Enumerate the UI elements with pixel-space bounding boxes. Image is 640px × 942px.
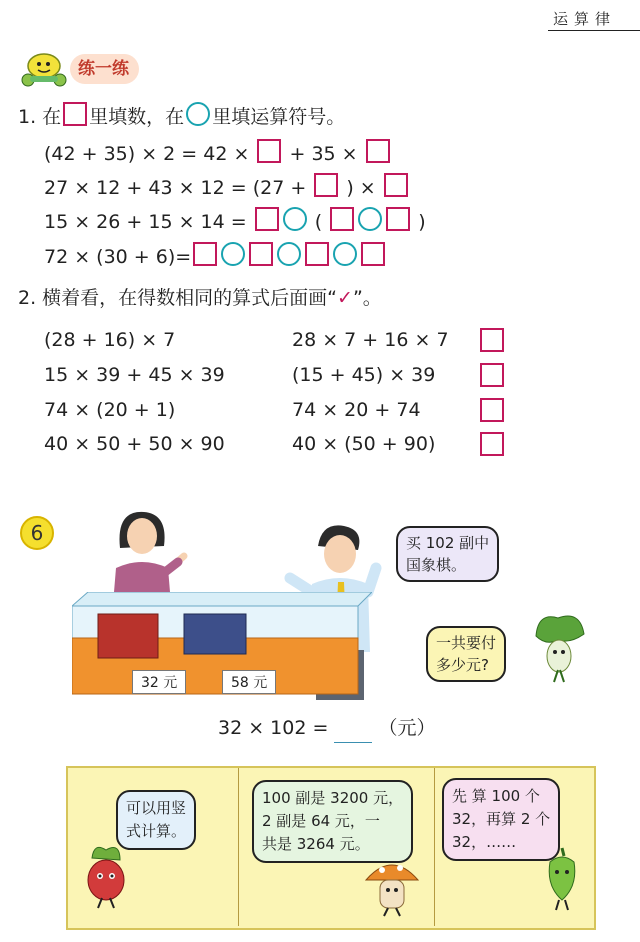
expression-text: 27 × 12 + 43 × 12 = (27 + xyxy=(44,177,307,199)
q2-left-expr: (28 + 16) × 7 xyxy=(44,329,176,351)
bubble-text: 2 副是 64 元，一 xyxy=(262,812,380,830)
answer-box[interactable] xyxy=(257,139,281,163)
q1-prompt-text: 1. 在 xyxy=(18,106,62,128)
q2-right-expr: 40 × (50 + 90) xyxy=(292,433,436,455)
q1-line-2 xyxy=(44,173,410,202)
answer-box[interactable] xyxy=(330,207,354,231)
q1-line-3 xyxy=(44,207,426,236)
answer-box[interactable] xyxy=(249,242,273,266)
q2-right-expr: 28 × 7 + 16 × 7 xyxy=(292,329,449,351)
bubble-text: 32，再算 2 个 xyxy=(452,810,551,828)
bubble-text: 32，…… xyxy=(452,833,517,851)
bubble-text: 式计算。 xyxy=(126,822,187,840)
speech-bubble-buyer xyxy=(396,526,499,582)
equation-text: 32 × 102 = xyxy=(218,717,329,739)
check-box[interactable] xyxy=(480,398,504,422)
checkmark-icon: ✓ xyxy=(337,287,353,309)
answer-box[interactable] xyxy=(63,102,87,126)
answer-box[interactable] xyxy=(366,139,390,163)
operator-circle[interactable] xyxy=(283,207,307,231)
operator-circle[interactable] xyxy=(358,207,382,231)
q1-prompt-text: 里填运算符号。 xyxy=(212,106,346,128)
q2-left-expr: 15 × 39 + 45 × 39 xyxy=(44,364,225,386)
answer-box[interactable] xyxy=(384,173,408,197)
operator-circle[interactable] xyxy=(186,102,210,126)
expression-text: (42 + 35) × 2 = 42 × xyxy=(44,143,250,165)
check-box[interactable] xyxy=(480,363,504,387)
answer-box[interactable] xyxy=(361,242,385,266)
example-equation xyxy=(218,714,436,743)
answer-box[interactable] xyxy=(386,207,410,231)
answer-box[interactable] xyxy=(305,242,329,266)
answer-box[interactable] xyxy=(255,207,279,231)
panel-divider xyxy=(434,768,435,926)
pepper-mascot-icon xyxy=(542,846,582,912)
q1-prompt-text: 里填数，在 xyxy=(89,106,185,128)
bubble-text: 先 算 100 个 xyxy=(452,787,540,805)
expression-text: ) × xyxy=(346,177,376,199)
operator-circle[interactable] xyxy=(277,242,301,266)
answer-box[interactable] xyxy=(193,242,217,266)
q2-left-expr: 40 × 50 + 50 × 90 xyxy=(44,433,225,455)
equation-unit: （元） xyxy=(378,717,436,739)
section-header: 运算律 xyxy=(552,10,616,28)
example-number-badge: 6 xyxy=(20,516,54,550)
q1-line-4 xyxy=(44,242,387,271)
practice-title: 练一练 xyxy=(70,54,139,84)
panel-divider xyxy=(238,768,239,926)
check-box[interactable] xyxy=(480,328,504,352)
bubble-text: 100 副是 3200 元， xyxy=(262,789,404,807)
expression-text: + 35 × xyxy=(289,143,358,165)
price-label: 32 元 xyxy=(132,670,186,694)
q1-prompt xyxy=(18,102,345,131)
expression-text: ( xyxy=(314,211,323,233)
q2-right-expr: 74 × 20 + 74 xyxy=(292,399,421,421)
bubble-text: 一共要付 xyxy=(436,634,497,652)
q2-left-expr: 74 × (20 + 1) xyxy=(44,399,176,421)
header-underline xyxy=(548,30,640,31)
expression-text: 15 × 26 + 15 × 14 = xyxy=(44,211,247,233)
operator-circle[interactable] xyxy=(221,242,245,266)
check-box[interactable] xyxy=(480,432,504,456)
bubble-text: 国象棋。 xyxy=(406,556,467,574)
q2-prompt xyxy=(18,284,382,312)
radish-mascot-icon xyxy=(80,842,132,912)
panel-bubble-1 xyxy=(116,790,196,850)
answer-blank[interactable] xyxy=(334,714,372,743)
price-label: 58 元 xyxy=(222,670,276,694)
speech-bubble-plant xyxy=(426,626,506,682)
operator-circle[interactable] xyxy=(333,242,357,266)
q2-prompt-text: 2. 横着看，在得数相同的算式后面画“ xyxy=(18,287,338,309)
q1-line-1 xyxy=(44,139,392,168)
panel-bubble-2 xyxy=(252,780,413,863)
bubble-text: 买 102 副中 xyxy=(406,534,490,552)
q2-prompt-text: ”。 xyxy=(352,287,382,309)
expression-text: ) xyxy=(418,211,426,233)
lemon-mascot-icon xyxy=(18,52,70,88)
cabbage-mascot-icon xyxy=(528,610,590,686)
answer-box[interactable] xyxy=(314,173,338,197)
bubble-text: 共是 3264 元。 xyxy=(262,835,370,853)
q2-right-expr: (15 + 45) × 39 xyxy=(292,364,436,386)
expression-text: 72 × (30 + 6)= xyxy=(44,246,192,268)
bubble-text: 多少元? xyxy=(436,656,489,674)
bubble-text: 可以用竖 xyxy=(126,799,187,817)
mushroom-mascot-icon xyxy=(364,856,420,918)
